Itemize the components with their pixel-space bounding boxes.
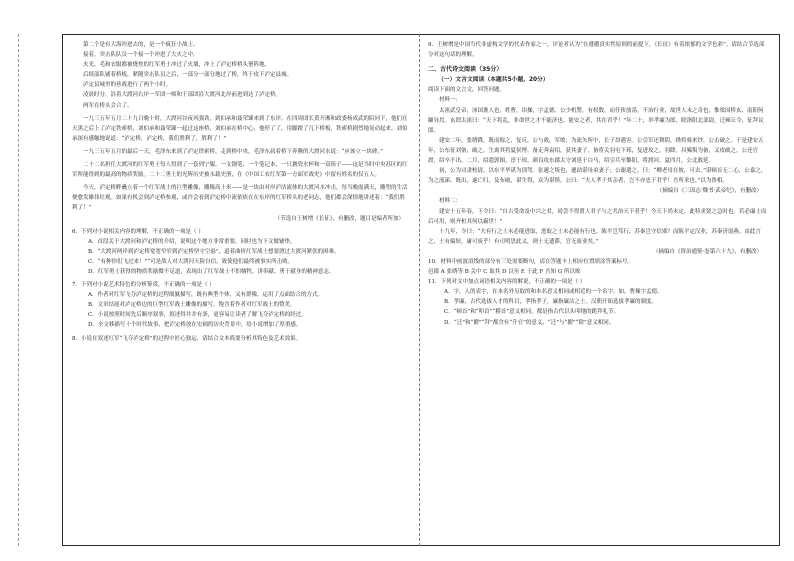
classical-paragraph: 太祖武皇帝，沛国谯人也，姓曹，讳操，字孟德。公少机警，有权数，而任侠放荡，不治行业，故世人未之奇也；惟梁国桥玄、南阳何颙异焉。玄谓太祖曰：“天下将乱，非命世之才不能济也。能安之者，其在君乎！”年二十，举孝廉为郎，除洛阳北部尉，迁顿丘令，征拜议郎。 — [428, 107, 764, 134]
option-6d: D．红军勇士获得的物质奖励微不足道，表现出了红军战士不怕牺牲，讲奉献、勇于献身的精神意志。 — [88, 268, 335, 275]
option-6a: A．首段关于大渡河和泸定桥的介绍，说明这个地方非常重要，同时也为下文做铺垫。 — [88, 238, 296, 245]
option-7c: C．小说按照时间先后顺序叙事，叙述得井井有条，更容易让读者了解飞夺泸定桥的经过。 — [88, 312, 307, 319]
option-6b: B．“大渡河两岸到泸定桥宽宽窄窄到泸定桥坚守空悬”，道着曲折红军战士想要渡过大渡河紧张的困难。 — [88, 248, 340, 255]
narrative-paragraph: 一九三五年五月的最后一天，毛泽东来到了泸定铁索桥。走到桥中央，毛泽东叔着桥下奔腾的大渡河水说：“应该立一块碑。” — [83, 148, 383, 155]
narrative-paragraph: 后续部队铺着桥板，紧随突击队员之后，一部分一部分地过了桥，终于攻下泸定县城。 — [83, 72, 293, 79]
option-11b: B．孝廉，古代选拔人才的科目，孝指孝子，廉指廉洁之士。汉朝开始选拔孝廉的制度。 — [444, 299, 658, 306]
source-note: （摘编自《资治通鉴·卷第六十九》，有删改） — [653, 248, 762, 255]
reading-instruction: 阅读下面的文言文，回答问题。 — [428, 87, 506, 94]
option-11a: A．字，人的表字，在本名外另取的和本名意义相同或相近的一个名字。如，曹操字孟德。 — [444, 289, 663, 296]
question-8: 8．小说在叙述红军“飞夺泸定桥”的过程中匠心独运，请结合文本简要分析其特色及艺术效果。 — [72, 335, 302, 342]
binding-line — [18, 34, 19, 546]
option-11c: C．“顿首”和“叩首”“稽首”意义相同，都是指古代以头叩地的跪拜礼节。 — [444, 309, 620, 316]
classical-paragraph: 初，公为司隶校尉，以东平毕谌为别驾。张邈之叛也，邈劫谌母弟妻子；公谢遣之，曰：“卿老母在彼，可去。”谌顿首无二心，公嘉之，为之流涕。既出，遂亡归。及布破，谌生得，众为谌惧，公曰：“夫人孝于其亲者，岂不亦忠于君乎！吾所求也。”以为鲁相。 — [428, 168, 767, 185]
classical-paragraph: 建安二年，张绣降，既而悔之，复反。公与战，军败，为流矢所中，长子昂遇害。公引军还舞阴，绣将骑来钞，公击破之。于是建安五年，公东征刘备，破之，生禽其将夏侯博。备走奔袁绍，获其妻子。备将关羽屯下邳，复进攻之，羽降。昌豨叛为备，又攻破之。公还官渡，绍卒不出。二月，绍遣郭图、淳于琼、颜良攻东郡太守刘延于白马，绍引兵至黎阳，将渡河。夏四月，公北救延。 — [428, 137, 764, 165]
narrative-paragraph: 第二个是有大海冲进去的，是一个疯狂小战士。 — [83, 42, 199, 48]
option-7a: A．作者对红军飞夺泸定桥的过程细腻描写，既有典型个体，又有群像，运用了点面结合的方式。 — [88, 292, 323, 299]
source-note: （摘编自《三国志·魏书·武帝纪》，有删改） — [656, 188, 762, 195]
question-10: 10．材料中画波浪线的部分有三处需要断句，请在答题卡上相应位置填涂答案标号。 — [428, 258, 634, 265]
narrative-paragraph: 今天，泸定桥畔矗立着一个红军战士的巨型雕像，雕像高十米——是一块由对岸泸沽流体的大渡河水冲击，每当晚霞满天，雕塑的生活便愈发雄伟壮观。如果有机会到泸定桥参观，或许会看到泸定桥中流依依在在东岸的红军桥头的老同志，他们都会深情地讲述着：“我们胜利了！” — [72, 185, 408, 212]
narrative-paragraph: 泸定县城里的巷战进行了两个小时。 — [83, 82, 172, 89]
narrative-paragraph: 接着，突击队队员一个接一个冲进了大火之中。 — [83, 52, 199, 59]
column-divider — [419, 34, 420, 546]
question-7: 7．下列对小说艺术特色的分析鉴赏，不正确的一项是（ ） — [72, 282, 215, 289]
option-6c: C．“有种你们飞过来！”“可是敌人对大渡河天险自信，致使他们最终被事实所击败。 — [88, 258, 294, 265]
narrative-paragraph: 一九三五年五月二十九日晚十时，大渡河谷夜风强劲，到伯承和聂荣臻来到了东岸。在四周团长黄开湘和政委杨成武的陪同下，他们在天黑之后上了泸定铁索桥，刘伯承和聂荣臻一起过这座桥，刘伯承在桥中心，他停了了，用脚蹬了几下桥板，铁索桥剧烈地晃动起来。刘伯承深有感触地说道：“泸定桥，泸定桥，我们胜利了，胜利了！” — [72, 115, 408, 142]
narrative-paragraph: 两军在桥头会合了。 — [83, 102, 133, 109]
question-10-marks: 邑郡 A 张绣等 B 关中 C 取其 D 以至 E 于此 F 吾知 G 所以败 — [428, 269, 581, 276]
question-6: 6．下列对小说相关内容的理解，不正确的一项是（ ） — [72, 228, 204, 235]
option-11d: D．“迁”和“擢”“拜”都含有“升官”的意义，“迁”与“擢”“除”意义相同。 — [444, 319, 615, 326]
left-column — [72, 40, 410, 344]
option-7b: B．文章结尾对泸定桥边的巨型红军战士雕像的描写，饱含着作者对红军战士的赞美。 — [88, 302, 296, 309]
narrative-paragraph: 凌晨时分，沿着大渡河右岸一军团一师和干部团沿大渡河北岸前进到达了泸定桥。 — [83, 92, 282, 99]
option-7d: D．全文移描写十个时代故事，把泸定桥放在宏阔的历史背景中，给小说增加了厚重感。 — [88, 322, 302, 329]
section-heading: 二、古代诗文阅读（35分） — [428, 66, 503, 74]
source-note: （节选自王树增《长征》，有删改，题目是编者所加） — [274, 215, 404, 222]
question-9: 9．王树增是中国当代非虚构文学的代表作家之一，评论者认为“在遵循真实性原则的前提下，《长征》有着浓郁的文学色彩”。请结合节选部分对这句话的理解。 — [428, 42, 765, 59]
question-11: 11．下列对文中加点词语相关内容的解说，不正确的一项是（ ） — [428, 279, 586, 286]
classical-paragraph: 十九年，令曰：“夫有行之士未必能进取，进取之士未必能有行也。陈平岂笃行，苏秦岂守信邪？而陈平定汉业，苏秦济弱燕。由此言之，士有偏短，庸可废乎！有司明思此义，则士无遗滞，官无废业矣。” — [428, 228, 761, 245]
narrative-paragraph: 火光、毛和衣服都被烧焦的红军勇士冲过了火墙，冲上了泸定桥桥头堡阵地。 — [83, 62, 271, 69]
binding-gutter — [0, 34, 60, 546]
material-label: 材料二： — [439, 198, 462, 205]
right-column — [428, 40, 768, 328]
classical-paragraph: 建安十五年春，下令曰：“自古受命及中兴之君，曷尝不得贤人君子与之共治天下者乎！今天下尚未定，此特求贤之急时也。若必廉士而后可用，则齐桓其何以霸世！” — [428, 208, 767, 225]
narrative-paragraph: 二十二名担任大渡河的红军勇士每人得到了一套列宁服、一支钢笔、一个笔记本、一只搪瓷水杯和一双筷子——这是当时中央苏区的红军所能得到的最高的物质奖励。二十二勇士的光辉历史被永载史册，在《中国工农红军第一方面军战史》中留有姓名的仅五人。 — [72, 162, 408, 179]
subsection-heading: （一）文言文阅读（本题共5小题，20分） — [438, 77, 549, 84]
material-label: 材料一： — [439, 97, 462, 104]
